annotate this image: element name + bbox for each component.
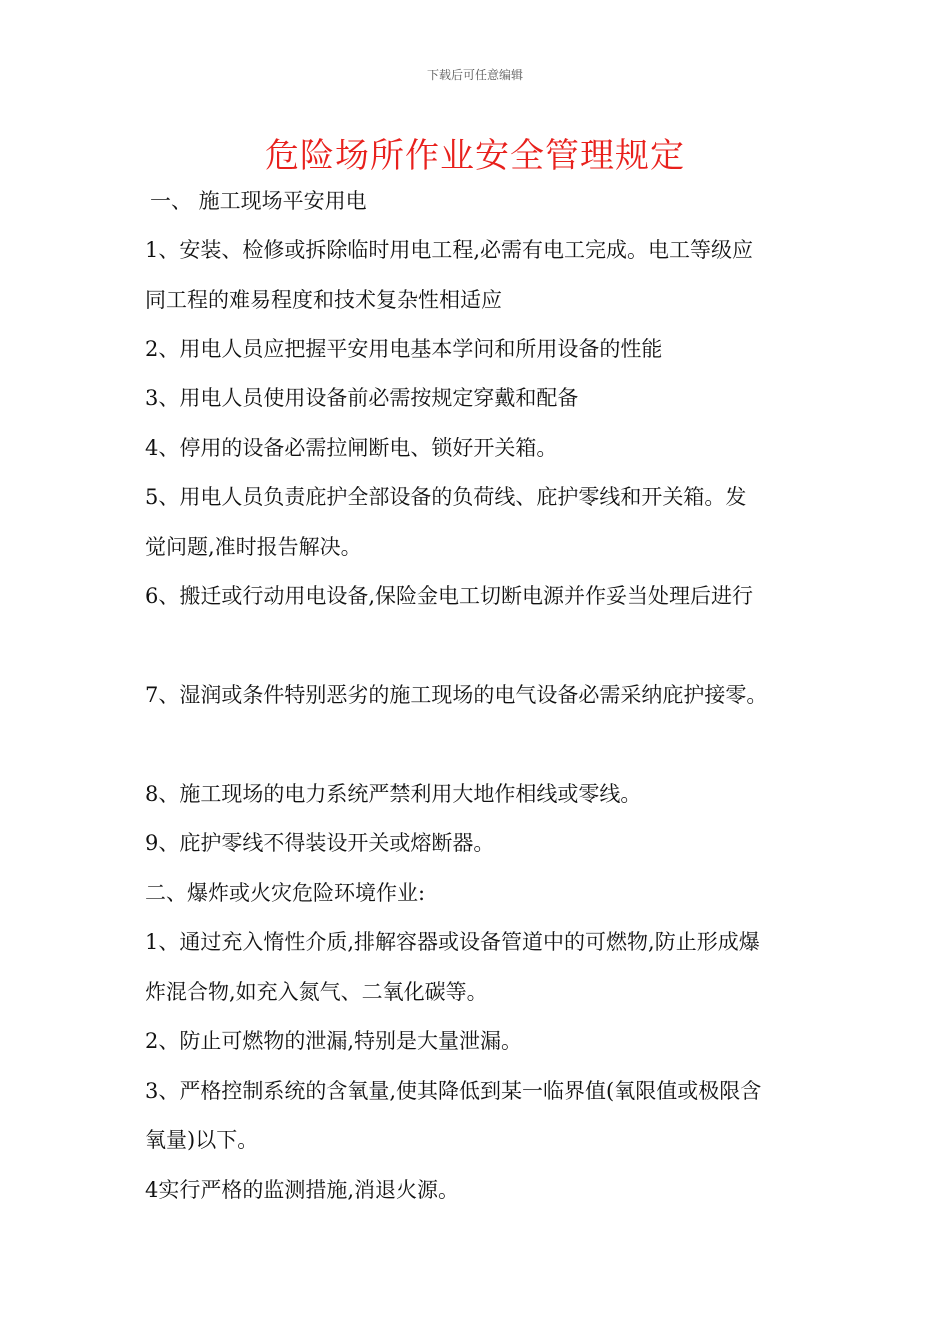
- paragraph-line: 4、停用的设备必需拉闸断电、锁好开关箱。: [145, 436, 558, 460]
- paragraph-line: 8、施工现场的电力系统严禁利用大地作相线或零线。: [145, 782, 642, 806]
- paragraph-line: 同工程的难易程度和技术复杂性相适应: [145, 288, 502, 312]
- paragraph-line: 9、庇护零线不得装设开关或熔断器。: [145, 831, 495, 855]
- paragraph-line: 2、防止可燃物的泄漏,特别是大量泄漏。: [145, 1029, 523, 1053]
- paragraph-line: 氧量)以下。: [145, 1128, 259, 1152]
- paragraph-line: 1、通过充入惰性介质,排解容器或设备管道中的可燃物,防止形成爆: [145, 930, 760, 954]
- paragraph-line: 2、用电人员应把握平安用电基本学问和所用设备的性能: [145, 337, 663, 361]
- paragraph-line: 4实行严格的监测措施,消退火源。: [145, 1178, 460, 1202]
- section-heading-1: 一、 施工现场平安用电: [150, 189, 367, 213]
- paragraph-line: 1、安装、检修或拆除临时用电工程,必需有电工完成。电工等级应: [145, 238, 754, 262]
- paragraph-line: 觉问题,准时报告解决。: [145, 535, 362, 559]
- paragraph-line: 炸混合物,如充入氮气、二氧化碳等。: [145, 980, 488, 1004]
- paragraph-line: 5、用电人员负责庇护全部设备的负荷线、庇护零线和开关箱。发: [145, 485, 747, 509]
- document-title: 危险场所作业安全管理规定: [265, 136, 685, 176]
- section-heading-2: 二、爆炸或火灾危险环境作业:: [145, 881, 426, 905]
- paragraph-line: 3、用电人员使用设备前必需按规定穿戴和配备: [145, 386, 579, 410]
- paragraph-line: 3、严格控制系统的含氧量,使其降低到某一临界值(氧限值或极限含: [145, 1079, 762, 1103]
- page-header: 下载后可任意编辑: [426, 68, 523, 82]
- paragraph-line: 6、搬迁或行动用电设备,保险金电工切断电源并作妥当处理后进行: [145, 584, 754, 608]
- paragraph-line: 7、湿润或条件特别恶劣的施工现场的电气设备必需采纳庇护接零。: [145, 683, 768, 707]
